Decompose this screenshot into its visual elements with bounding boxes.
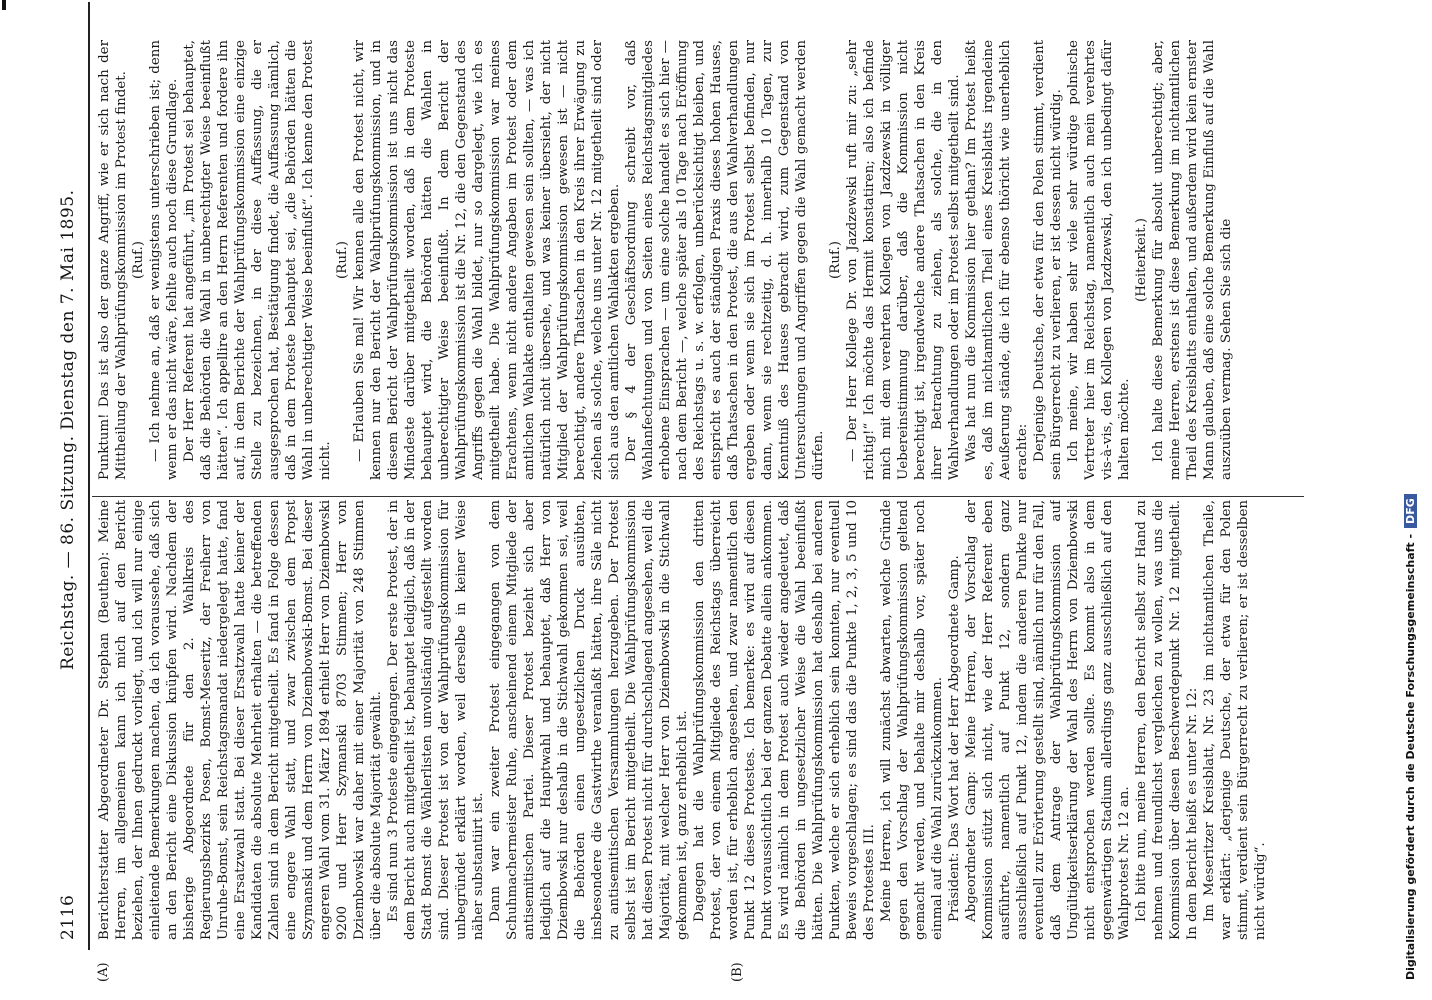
paragraph: Berichterstatter Abgeordneter Dr. Stephan (Beuthen): Meine Herren, im allgemeinen kann ich mich auf den Bericht beziehen, der Ihnen gedruckt vorliegt, und ich will nur einige einleitende Bemerkungen machen, da ich voraussehe, daß sich an den Bericht eine Diskussion knüpfen wird. Nachdem der bisherige Abgeordnete für den 2. Wahlkreis des Regierungsbezirks Posen, Bomst-Meseritz, der Freiherr von Unruhe-Bomst, sein Reichstagsmandat niedergelegt hatte, fand eine Ersatzwahl statt. Bei dieser Ersatzwahl hatte keiner der Kandidaten die absolute Mehrheit erhalten — die betreffenden Zahlen sind in dem Bericht mitgetheilt. Es fand in Folge dessen eine engere Wahl statt, und zwar zwischen dem Propst Szymanski und dem Herrn von Dziembowski-Bomst. Bei dieser engeren Wahl vom 31. März 1894 erhielt Herr von Dziembowski 9200 und Herr Szymanski 8703 Stimmen; Herr von Dziembowski war daher mit einer Majorität von 248 Stimmen über die absolute Majorität gewählt. [97,500,384,940]
paragraph: Ich meine, wir haben sehr viele sehr würdige polnische Vertreter hier im Reichstag, namentlich auch mein verehrtes vis-à-vis, den Kollegen von Jazdzewski, den ich unbedingt dafür halten möchte. [1066,40,1132,480]
margin-mark-a: (A) [96,962,111,982]
paragraph: Ich bitte nun, meine Herren, den Bericht selbst zur Hand zu nehmen und freundlichst vergleichen zu wollen, was uns die Kommission über diesen Beschwerdepunkt Nr. 12 mitgetheilt. In dem Bericht heißt es unter Nr. 12: [1134,500,1200,940]
paragraph: Dagegen hat die Wahlprüfungskommission den dritten Protest, der von einem Mitgliede des Reichstags überreicht worden ist, für erheblich angesehen, und zwar namentlich den Punkt 12 dieses Protestes. Ich bemerke: es wird auf diesen Punkt voraussichtlich bei der ganzen Debatte allein ankommen. Es wird nämlich in dem Protest auch wieder angedeutet, daß die Behörden in ungesetzlicher Weise die Wahl beeinflußt hätten. Die Wahlprüfungskommission hat deshalb bei anderen Punkten, welche er sich erheblich sein konnten, nur eventuell Beweis vorgeschlagen; es sind das die Punkte 1, 2, 3, 5 und 10 des Protestes III. [692,500,877,940]
right-text-column [96,40,1301,480]
paragraph: — Der Herr Kollege Dr. von Jazdzewski ruft mir zu: „sehr richtig!“ Ich möchte das Hermit konstatiren; also ich befinde mich mit dem verehrten Kollegen von Jazdzewski in völliger Uebereinstimmung darüber, daß die Kommission nicht berechtigt ist, irgendwelche andere Thatsachen in den Kreis ihrer Betrachtung zu ziehen, als solche, die in den Wahlverhandlungen oder im Protest selbst mitgetheilt sind. [845,40,962,480]
paragraph: Der Herr Referent hat angeführt, „im Protest sei behauptet, daß die Behörden die Wahl in unberechtigter Weise beeinflußt hätten“. Ich appellire an den Herrn Referenten und fordere ihn auf, in dem Berichte der Wahlprüfungskommission eine einzige Stelle zu bezeichnen, in der diese Auffassung, die er ausgesprochen hat, Bestätigung findet, die Auffassung nämlich, daß in dem Proteste behauptet sei, „die Behörden hätten die Wahl in unberechtigter Weise beeinflußt“. Ich kenne den Protest nicht. [182,40,333,480]
page-number: 2116 [58,894,78,940]
running-header [58,0,88,1000]
interjection: (Ruf.) [335,241,350,279]
scan-corner-mark [2,0,6,10]
digitization-credit [1404,494,1417,980]
interjection: (Ruf.) [131,241,146,279]
paragraph: Was hat nun die Kommission hier gethan? Im Protest heißt es, daß im nichtamtlichen Theil eines Kreisblatts irgendeine Aeußerung stände, die ich für ebenso thöricht wie unerheblich erachte: [964,40,1030,480]
paragraph: Dann war ein zweiter Protest eingegangen von dem Schuhmachermeister Ruhe, anscheinend einem Mitgliede der antisemitischen Partei. Dieser Protest bezieht sich aber lediglich auf die Hauptwahl und behauptet, daß Herr von Dziembowski nur deshalb in die Stichwahl gekommen sei, weil die Behörden einen ungesetzlichen Druck ausübten, insbesondere die Gastwirthe veranlaßt hätten, ihre Säle nicht zu antisemitischen Versammlungen herzugeben. Der Protest selbst ist im Bericht mitgetheilt. Die Wahlprüfungskommission hat diesen Protest nicht für durchschlagend angesehen, weil die Majorität, mit welcher Herr von Dziembowski in die Stichwahl gekommen ist, ganz erheblich ist. [488,500,690,940]
paragraph: Meine Herren, ich will zunächst abwarten, welche Gründe gegen den Vorschlag der Wahlprüfungskommission geltend gemacht werden, und behalte mir deshalb vor, später noch einmal auf die Wahl zurückzukommen. [879,500,945,940]
paragraph: Punktum! Das ist also der ganze Angriff, wie er sich nach der Mittheilung der Wahlprüfungskommission im Protest findet. [97,40,129,480]
header-date: Dienstag den 7. Mai 1895. [58,189,78,430]
paragraph: — Ich nehme an, daß er wenigstens unterschrieben ist; denn wenn er das nicht wäre, fehlte auch noch diese Grundlage. [148,40,180,480]
paragraph: Präsident: Das Wort hat der Herr Abgeordnete Gamp. [947,555,962,922]
interjection: (Ruf.) [828,241,843,279]
paragraph: — Erlauben Sie mal! Wir kennen alle den Protest nicht, wir kennen nur den Bericht der Wahlprüfungskommission, und in diesem Bericht der Wahlprüfungskommission ist uns nicht das Mindeste darüber mitgetheilt worden, daß in dem Proteste behauptet wird, die Behörden hätten die Wahlen in unberechtigter Weise beeinflußt. In dem Bericht der Wahlprüfungskommission ist die Nr. 12, die den Gegenstand des Angriffs gegen die Wahl bildet, nur so dargelegt, wie ich es mitgetheilt habe. Die Wahlprüfungskommission war meines Erachtens, wenn nicht andere Angaben im Protest oder dem amtlichen Wahlakte enthalten gewesen sein sollten, — was ich natürlich nicht übersehe, und was keiner übersieht, der nicht Mitglied der Wahlprüfungskommission gewesen ist — nicht berechtigt, andere Thatsachen in den Kreis ihrer Erwägung zu ziehen als solche, welche uns unter Nr. 12 mitgetheilt sind oder sich aus den amtlichen Wahlakten ergeben. [352,40,622,480]
quotation: Derjenige Deutsche, der etwa für den Polen stimmt, verdient sein Bürgerrecht zu verlieren, er ist dessen nicht würdig. [1032,40,1064,480]
paragraph: Es sind nun 3 Proteste eingegangen. Der erste Protest, der in dem Bericht auch mitgetheilt ist, behauptet lediglich, daß in der Stadt Bomst die Wählerlisten unvollständig aufgestellt worden sind. Dieser Protest ist von der Wahlprüfungskommission für unbegründet erklärt worden, weil derselbe in keiner Weise näher substantiirt ist. [386,500,486,940]
paragraph: Ich halte diese Bemerkung für absolut unberechtigt; aber, meine Herren, erstens ist diese Bemerkung im nichtamtlichen Theil des Kreisblatts enthalten, und außerdem wird kein ernster Mann glauben, daß eine solche Bemerkung Einfluß auf die Wahl auszuüben vermag. Sehen Sie sich die [1151,40,1234,480]
header-session: Reichstag. — 86. Sitzung. [58,435,78,670]
paragraph: Abgeordneter Gamp: Meine Herren, der Vorschlag der Kommission stützt sich nicht, wie der Herr Referent eben ausführte, namentlich auf Punkt 12, sondern ganz ausschließlich auf Punkt 12, indem die anderen Punkte nur eventuell zur Erörterung gestellt sind, nämlich nur für den Fall, daß dem Antrage der Wahlprüfungskommission auf Ungültigkeitserklärung der Wahl des Herrn von Dziembowski nicht entsprochen werden sollte. Es kommt also in dem gegenwärtigen Stadium allerdings ganz ausschließlich auf den Wahlprotest Nr. 12 an. [964,500,1132,940]
interjection: (Heiterkeit.) [1134,218,1149,302]
credit-text: Digitalisierung gefördert durch die Deutsche Forschungsgemeinschaft - [1404,533,1417,980]
paragraph: Der § 4 der Geschäftsordnung schreibt vor, daß Wahlanfechtungen und von Seiten eines Reichstagsmitgliedes erhobene Einsprachen — um eine solche handelt es sich hier — nach dem Bericht —, welche später als 10 Tage nach Eröffnung des Reichstags u. s. w. erfolgen, unberücksichtigt bleiben, und entspricht es auch der ständigen Praxis dieses hohen Hauses, daß Thatsachen in den Protest, die aus den Wahlverhandlungen ergeben oder wenn sie sich im Protest selbst befinden, nur dann, wenn sie rechtzeitig, d. h. innerhalb 10 Tagen, zur Kenntniß des Hauses gebracht wird, zum Gegenstand von Untersuchungen und Angriffen gegen die Wahl gemacht werden dürfen. [624,40,826,480]
paragraph: Im Meseritzer Kreisblatt, Nr. 23 im nichtamtlichen Theile, war erklärt: „derjenige Deutsche, der etwa für den Polen stimmt, verdient sein Bürgerrecht zu verlieren; er ist desselben nicht würdig“. [1202,500,1268,940]
column-divider [92,496,1304,497]
margin-mark-b: (B) [730,962,745,982]
left-text-column [96,500,1301,940]
dfg-logo: DFG [1404,494,1417,528]
header-rule [88,2,90,950]
